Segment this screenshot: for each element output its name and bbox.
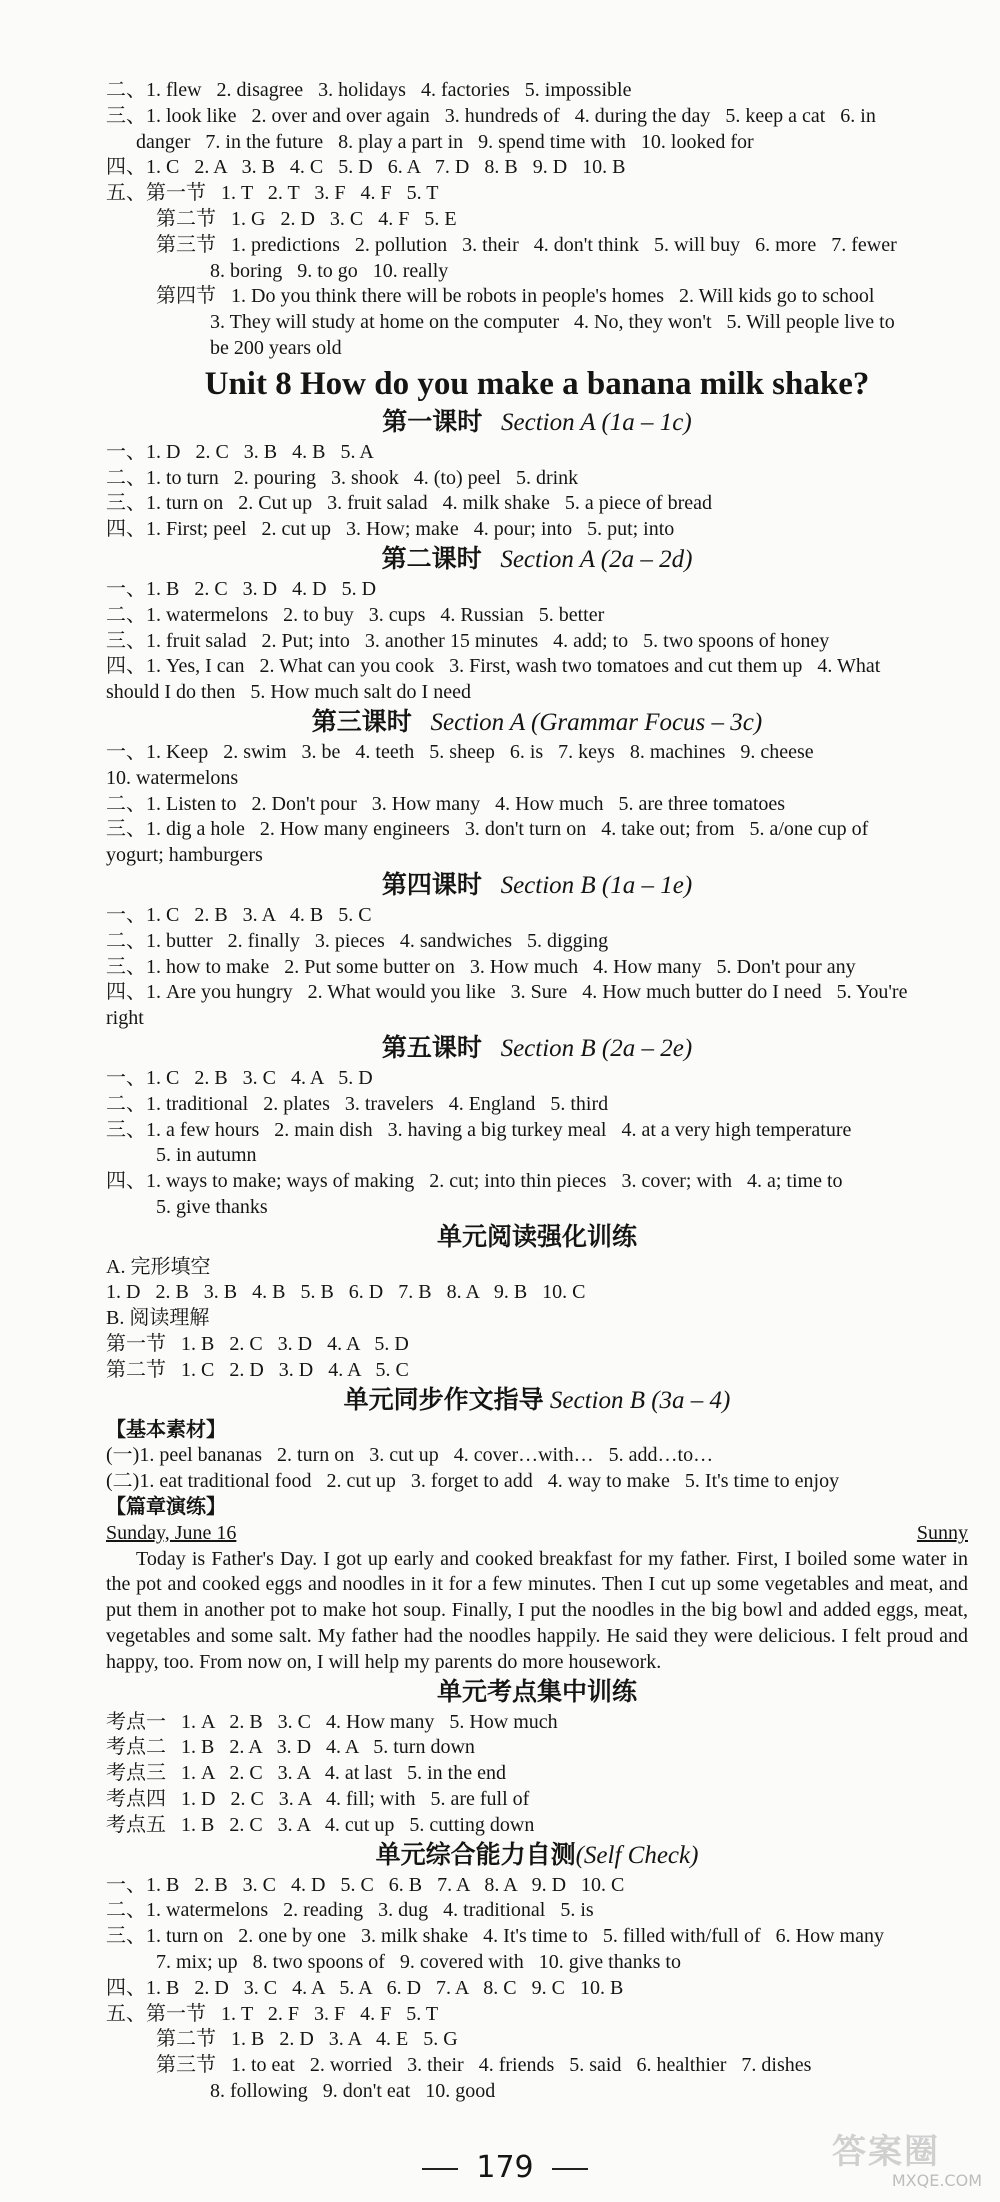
- self-check-heading: [106, 1839, 968, 1873]
- answer-line: 四、1. B 2. D 3. C 4. A 5. A 6. D 7. A 8. C 9. C 10. B: [106, 1976, 624, 1999]
- writing-heading: [106, 1384, 968, 1418]
- answer-line: 三、1. dig a hole 2. How many engineers 3. don't turn on 4. take out; from 5. a/one cup of: [106, 818, 869, 841]
- lesson-title-en: Section A (Grammar Focus – 3c): [430, 708, 763, 736]
- answer-line: 考点二 1. B 2. A 3. D 4. A 5. turn down: [106, 1736, 475, 1759]
- answer-line: 三、1. a few hours 2. main dish 3. having a big turkey meal 4. at a very high temperature: [106, 1118, 852, 1141]
- lesson-3-heading: [106, 706, 968, 740]
- answer-line: 三、1. turn on 2. Cut up 3. fruit salad 4. milk shake 5. a piece of bread: [106, 492, 712, 515]
- diary-weather: Sunny: [916, 1521, 968, 1544]
- watermark-logo: 答案圈: [832, 2132, 940, 2172]
- answer-line: 三、1. turn on 2. one by one 3. milk shake 4. It's time to 5. filled with/full of 6. How many: [106, 1925, 884, 1948]
- answer-line: 10. watermelons: [106, 766, 239, 789]
- lesson-title-cn: 第五课时: [381, 1034, 482, 1062]
- answer-line: 考点五 1. B 2. C 3. A 4. cut up 5. cutting down: [106, 1813, 535, 1836]
- lesson-5-heading: [106, 1032, 968, 1066]
- answer-line: 二、1. traditional 2. plates 3. travelers 4. England 5. third: [106, 1092, 609, 1115]
- writing-title-en: Section B (3a – 4): [549, 1386, 731, 1414]
- answer-line: 四、1. C 2. A 3. B 4. C 5. D 6. A 7. D 8. B 9. D 10. B: [106, 156, 626, 179]
- answer-line: 8. following 9. don't eat 10. good: [210, 2080, 496, 2102]
- answer-line: 第三节 1. to eat 2. worried 3. their 4. friends 5. said 6. healthier 7. dishes: [156, 2054, 812, 2077]
- answer-line: be 200 years old: [210, 336, 342, 359]
- diary-date: Sunday, June 16: [106, 1521, 237, 1544]
- answer-line: 三、1. how to make 2. Put some butter on 3. How much 4. How many 5. Don't pour any: [106, 955, 856, 978]
- answer-line: 7. mix; up 8. two spoons of 9. covered with 10. give thanks to: [156, 1951, 681, 1974]
- answer-line: 考点一 1. A 2. B 3. C 4. How many 5. How much: [106, 1710, 558, 1733]
- answer-line: 三、1. fruit salad 2. Put; into 3. another 15 minutes 4. add; to 5. two spoons of honey: [106, 629, 830, 652]
- answer-line: 二、1. watermelons 2. reading 3. dug 4. traditional 5. is: [106, 1899, 594, 1922]
- essay-paragraph: Today is Father's Day. I got up early and cooked breakfast for my father. First, I boiled some water in the pot and cooked eggs and noodles in it for a few minutes. Then I cut up some vegetables and meat, and put them in another pot to make hot soup. Finally, I put the noodles in the big bowl and added eggs, meat, vegetables and some salt. My father had the noodles happily. He said they were delicious. I felt proud and happy, too. From now on, I will help my parents do more housework.: [106, 1547, 968, 1673]
- answer-line: 四、1. Are you hungry 2. What would you like 3. Sure 4. How much butter do I need 5. You're: [106, 981, 908, 1004]
- answer-line: 第四节 1. Do you think there will be robots in people's homes 2. Will kids go to school: [156, 285, 875, 308]
- self-check-title-en: (Self Check): [575, 1841, 699, 1869]
- answer-line: 一、1. D 2. C 3. B 4. B 5. A: [106, 440, 374, 463]
- answer-page: [106, 78, 968, 2105]
- answer-line: 第一节 1. B 2. C 3. D 4. A 5. D: [106, 1333, 409, 1356]
- lesson-title-en: Section B (1a – 1e): [500, 871, 693, 899]
- answer-line: 考点四 1. D 2. C 3. A 4. fill; with 5. are full of: [106, 1788, 530, 1811]
- lesson-4-heading: [106, 869, 968, 903]
- answer-line: 3. They will study at home on the computer 4. No, they won't 5. Will people live to: [210, 311, 895, 334]
- lesson-title-en: Section B (2a – 2e): [500, 1034, 693, 1062]
- answer-line: 1. D 2. B 3. B 4. B 5. B 6. D 7. B 8. A 9. B 10. C: [106, 1281, 586, 1304]
- answer-line: 二、1. Listen to 2. Don't pour 3. How many 4. How much 5. are three tomatoes: [106, 792, 786, 815]
- answer-line: 第三节 1. predictions 2. pollution 3. their 4. don't think 5. will buy 6. more 7. fewer: [156, 233, 897, 256]
- answer-line: 5. in autumn: [156, 1144, 257, 1167]
- answer-line: 五、第一节 1. T 2. F 3. F 4. F 5. T: [106, 2002, 439, 2025]
- answer-line: 三、1. look like 2. over and over again 3. hundreds of 4. during the day 5. keep a cat 6. in: [106, 104, 876, 127]
- answer-line: 四、1. ways to make; ways of making 2. cut; into thin pieces 3. cover; with 4. a; time to: [106, 1170, 843, 1193]
- answer-line: 第二节 1. B 2. D 3. A 4. E 5. G: [156, 2028, 458, 2051]
- lesson-title-cn: 第四课时: [381, 871, 482, 899]
- self-check-title-cn: 单元综合能力自测: [375, 1841, 576, 1869]
- reading-heading: 单元阅读强化训练: [436, 1223, 637, 1251]
- watermark: [832, 2132, 982, 2192]
- answer-line: A. 完形填空: [106, 1255, 211, 1278]
- answer-line: 考点三 1. A 2. C 3. A 4. at last 5. in the end: [106, 1762, 506, 1785]
- answer-line: 二、1. to turn 2. pouring 3. shook 4. (to) peel 5. drink: [106, 466, 579, 489]
- watermark-url: MXQE.COM: [891, 2171, 982, 2190]
- answer-line: (二)1. eat traditional food 2. cut up 3. forget to add 4. way to make 5. It's time to enjoy: [106, 1470, 840, 1493]
- answer-line: 一、1. B 2. C 3. D 4. D 5. D: [106, 577, 377, 600]
- diary-header: [106, 1521, 968, 1547]
- section-label: 【基本素材】: [106, 1418, 226, 1441]
- answer-line: (一)1. peel bananas 2. turn on 3. cut up 4. cover…with… 5. add…to…: [106, 1444, 714, 1467]
- lesson-title-cn: 第一课时: [382, 408, 483, 436]
- answer-line: should I do then 5. How much salt do I need: [106, 681, 471, 704]
- answer-line: 二、1. watermelons 2. to buy 3. cups 4. Russian 5. better: [106, 603, 605, 626]
- answer-line: 一、1. B 2. B 3. C 4. D 5. C 6. B 7. A 8. A 9. D 10. C: [106, 1873, 625, 1896]
- unit-title: Unit 8 How do you make a banana milk shake?: [204, 365, 870, 402]
- lesson-2-heading: [106, 543, 968, 577]
- answer-line: 一、1. Keep 2. swim 3. be 4. teeth 5. sheep 6. is 7. keys 8. machines 9. cheese: [106, 740, 814, 763]
- page-number: 179: [390, 2150, 620, 2185]
- lesson-title-cn: 第二课时: [381, 545, 482, 573]
- lesson-title-cn: 第三课时: [311, 708, 412, 736]
- key-points-heading: 单元考点集中训练: [436, 1678, 637, 1706]
- answer-line: 第二节 1. G 2. D 3. C 4. F 5. E: [156, 207, 457, 230]
- answer-line: 二、1. butter 2. finally 3. pieces 4. sandwiches 5. digging: [106, 929, 609, 952]
- writing-title-cn: 单元同步作文指导: [343, 1386, 544, 1414]
- answer-line: yogurt; hamburgers: [106, 844, 263, 867]
- answer-line: 四、1. Yes, I can 2. What can you cook 3. First, wash two tomatoes and cut them up 4. What: [106, 655, 881, 678]
- answer-line: 四、1. First; peel 2. cut up 3. How; make 4. pour; into 5. put; into: [106, 518, 675, 541]
- lesson-title-en: Section A (1a – 1c): [501, 408, 692, 436]
- answer-line: 五、第一节 1. T 2. T 3. F 4. F 5. T: [106, 182, 439, 205]
- answer-line: right: [106, 1007, 144, 1030]
- answer-line: 第二节 1. C 2. D 3. D 4. A 5. C: [106, 1358, 409, 1381]
- section-label: 【篇章演练】: [106, 1496, 226, 1519]
- answer-line: danger 7. in the future 8. play a part in 9. spend time with 10. looked for: [136, 130, 754, 153]
- previous-unit-answers: [106, 78, 968, 362]
- answer-line: 一、1. C 2. B 3. C 4. A 5. D: [106, 1066, 373, 1089]
- answer-line: 二、1. flew 2. disagree 3. holidays 4. factories 5. impossible: [106, 79, 632, 101]
- answer-line: B. 阅读理解: [106, 1307, 210, 1330]
- lesson-1-heading: [106, 406, 968, 440]
- answer-line: 8. boring 9. to go 10. really: [210, 259, 449, 282]
- lesson-title-en: Section A (2a – 2d): [500, 545, 693, 573]
- answer-line: 一、1. C 2. B 3. A 4. B 5. C: [106, 903, 372, 926]
- answer-line: 5. give thanks: [156, 1195, 268, 1218]
